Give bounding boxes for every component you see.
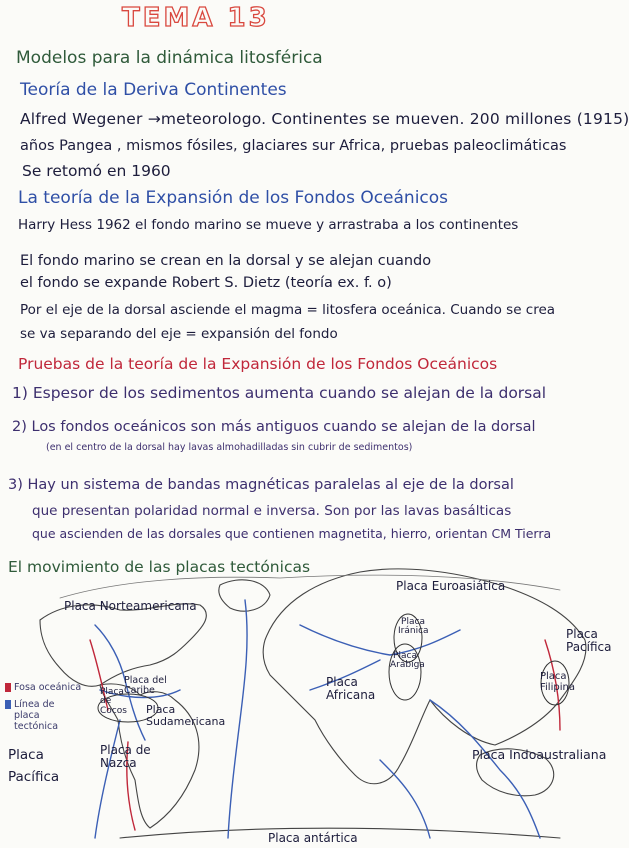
proof-item-2: 2) Los fondos oceánicos son más antiguos cuando se alejan de la dorsal xyxy=(12,419,536,435)
section2-line-2: El fondo marino se crean en la dorsal y se alejan cuando xyxy=(20,253,432,269)
label-north-american-plate: Placa Norteamericana xyxy=(64,599,197,613)
proof-item-1: 1) Espesor de los sedimentos aumenta cuando se alejan de la dorsal xyxy=(12,384,547,402)
label-eurasian-plate: Placa Euroasiática xyxy=(396,579,506,593)
plate-boundary-line xyxy=(380,760,430,838)
label-pacific-plate-west: Placa Pacífica xyxy=(8,747,60,785)
legend-plate-line-label: Línea de placa tectónica xyxy=(14,699,59,732)
plate-boundary-line xyxy=(95,720,120,838)
map-legend xyxy=(5,682,81,738)
label-caribbean-plate: Placa del Caribe xyxy=(124,675,167,696)
label-cocos-plate: Placa de Cocos xyxy=(100,687,127,716)
section2-line-4: Por el eje de la dorsal asciende el magma = litosfera oceánica. Cuando se crea xyxy=(20,302,556,318)
section3-heading: Pruebas de la teoría de la Expansión de los Fondos Oceánicos xyxy=(18,355,498,373)
proof-item-3-line-2: que presentan polaridad normal e inversa. Son por las lavas basálticas xyxy=(32,503,512,519)
label-pacific-plate-east: Placa Pacífica xyxy=(566,627,612,654)
label-indo-australian-plate: Placa Indoaustraliana xyxy=(472,747,607,762)
label-african-plate: Placa Africana xyxy=(326,675,376,702)
section2-line-5: se va separando del eje = expansión del fondo xyxy=(20,326,338,342)
proof-item-3-line-3: que ascienden de las dorsales que contienen magnetita, hierro, orientan CM Tierra xyxy=(32,526,552,541)
tectonic-plates-map xyxy=(0,548,612,848)
legend-trench-label: Fosa oceánica xyxy=(14,682,82,693)
label-arabian-plate: Placa Arábiga xyxy=(390,651,425,671)
plate-boundary-line xyxy=(300,625,460,655)
section2-line-3: el fondo se expande Robert S. Dietz (teoría ex. f. o) xyxy=(20,275,392,291)
label-philippine-plate: Placa Filipina xyxy=(540,671,575,693)
map-heading: El movimiento de las placas tectónicas xyxy=(8,558,311,576)
page-title: TEMA 13 xyxy=(122,3,270,33)
section1-line-2: años Pangea , mismos fósiles, glaciares sur Africa, pruebas paleoclimáticas xyxy=(20,138,567,154)
label-antarctic-plate: Placa antártica xyxy=(268,831,358,845)
section1-heading: Teoría de la Deriva Continentes xyxy=(20,80,287,100)
proof-item-2-note: (en el centro de la dorsal hay lavas almohadilladas sin cubrir de sedimentos) xyxy=(46,442,413,453)
trench-color-swatch xyxy=(5,683,11,692)
section2-heading: La teoría de la Expansión de los Fondos Oceánicos xyxy=(18,188,449,208)
label-iranian-plate: Placa Iránica xyxy=(398,617,429,637)
label-south-american-plate: Placa Sudamericana xyxy=(146,703,226,728)
greenland-outline xyxy=(219,580,270,611)
models-heading: Modelos para la dinámica litosférica xyxy=(16,48,323,68)
label-nazca-plate: Placa de Nazca xyxy=(100,743,151,770)
section2-line-1: Harry Hess 1962 el fondo marino se mueve y arrastraba a los continentes xyxy=(18,217,519,233)
plate-boundary-line xyxy=(430,700,540,838)
mid-atlantic-ridge-line xyxy=(228,600,247,838)
plate-line-color-swatch xyxy=(5,700,11,709)
proof-item-3-line-1: 3) Hay un sistema de bandas magnéticas paralelas al eje de la dorsal xyxy=(8,477,514,493)
section1-line-1: Alfred Wegener →meteorologo. Continentes se mueven. 200 millones (1915) xyxy=(20,110,629,128)
section1-line-3: Se retomó en 1960 xyxy=(22,162,171,180)
